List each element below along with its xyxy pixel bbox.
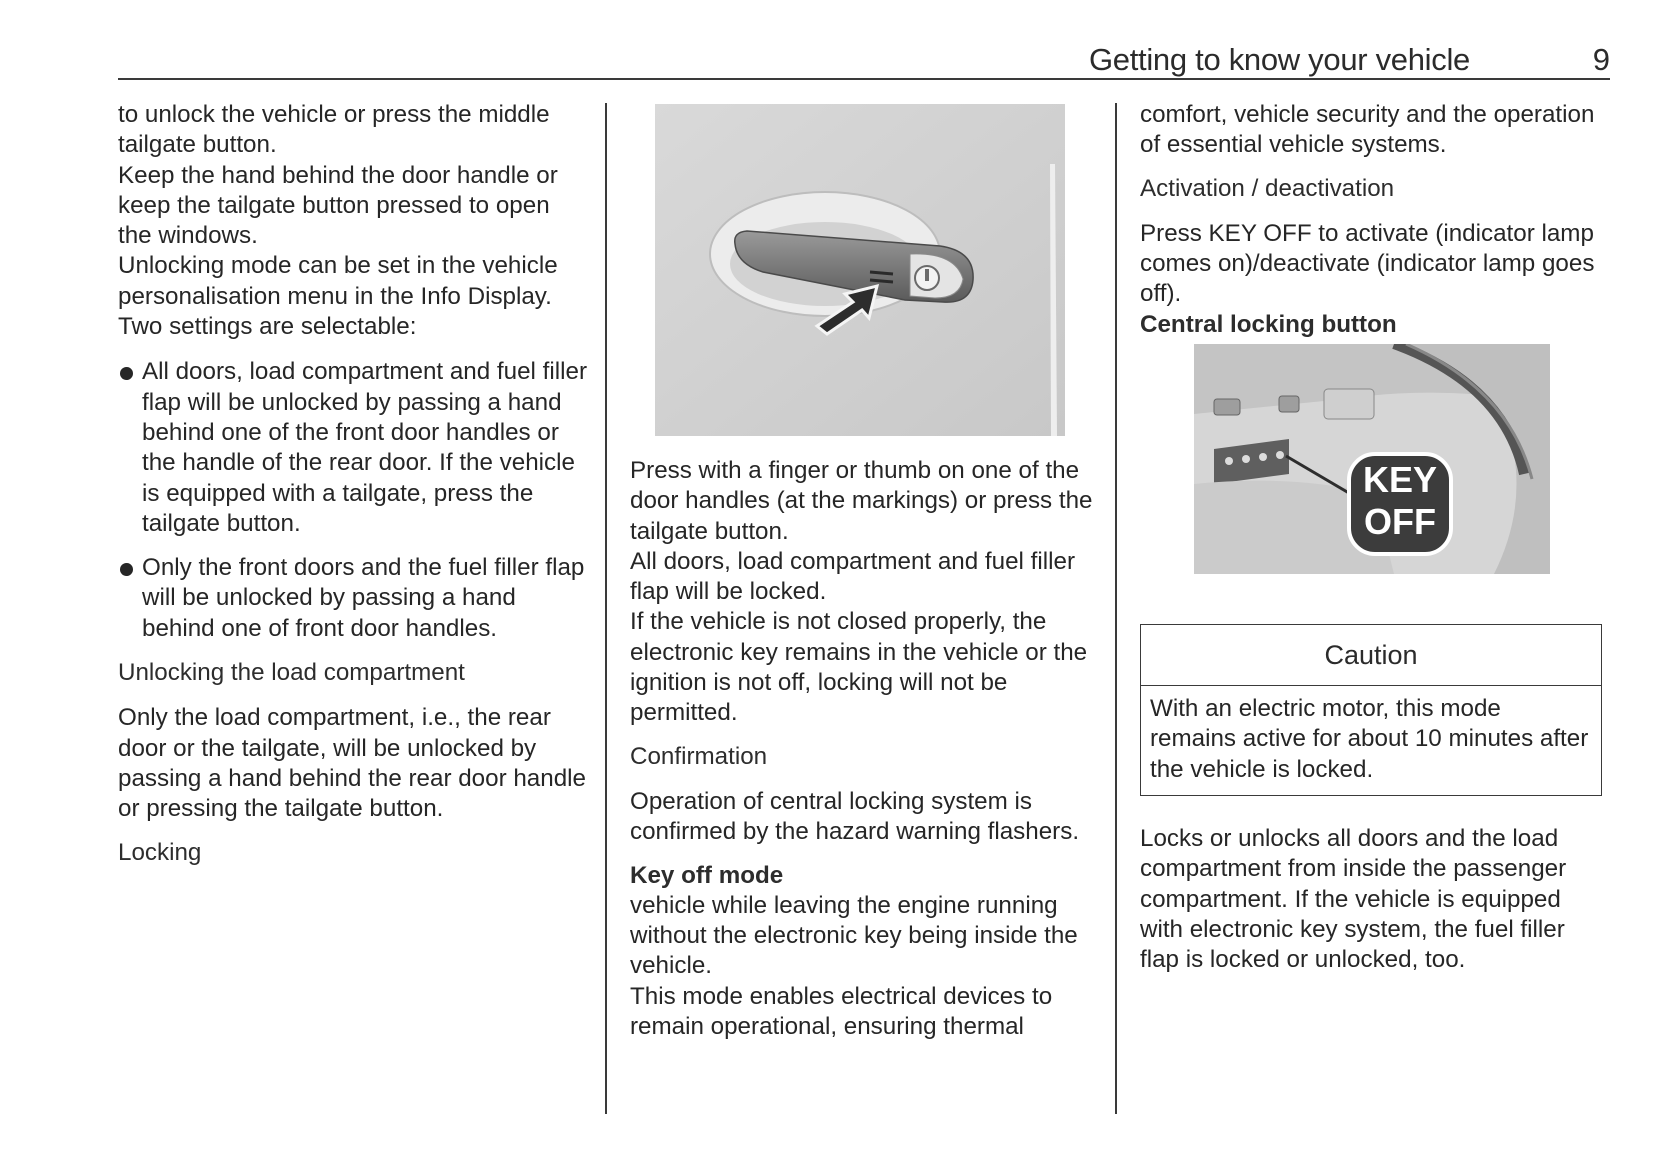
heading-central-locking-button: Central locking button bbox=[1140, 310, 1397, 338]
paragraph-keep-hand: Keep the hand behind the door handle or keep the tailgate button pressed to open the windows. bbox=[118, 161, 558, 250]
paragraph-unlocking-load-compartment: Only the load compartment, i.e., the rear door or the tailgate, will be unlocked by passing a hand behind the rear door handle or pressing the tailgate button. bbox=[118, 704, 586, 823]
paragraph-press-handle: Press with a finger or thumb on one of the door handles (at the markings) or press the tailgate button. bbox=[630, 457, 1093, 545]
paragraph-key-off: vehicle while leaving the engine running without the electronic key being inside the vehicle. bbox=[630, 891, 1078, 980]
list-item-text: All doors, load compartment and fuel filler flap will be unlocked by passing a hand behind one of the front door handles or the handle of the rear door. If the vehicle is equipped with a tailgate, press the tailgate button. bbox=[142, 358, 588, 537]
list-item bbox=[118, 357, 588, 539]
heading-unlocking-load-compartment: Unlocking the load compartment bbox=[118, 659, 465, 687]
paragraph-not-closed: If the vehicle is not closed properly, the electronic key remains in the vehicle or the ignition is not off, locking will not be permitted. bbox=[630, 608, 1088, 727]
list-item-text: Only the front doors and the fuel filler flap will be unlocked by passing a hand behind one of front door handles. bbox=[142, 554, 585, 642]
paragraph-mode-enables: This mode enables electrical devices to remain operational, ensuring thermal bbox=[630, 982, 1053, 1041]
heading-locking: Locking bbox=[118, 838, 202, 866]
paragraph-unlocking-mode: Unlocking mode can be set in the vehicle personalisation menu in the Info Display. Two settings are selectable: bbox=[118, 252, 558, 341]
caution-box bbox=[1140, 624, 1602, 796]
column-1 bbox=[118, 100, 588, 883]
bullet-icon bbox=[120, 367, 133, 380]
page-number: 9 bbox=[1592, 42, 1610, 77]
column-divider-1 bbox=[605, 103, 607, 1114]
paragraph-locks-unlocks: Locks or unlocks all doors and the load compartment from inside the passenger compartment. If the vehicle is equipped with electronic key system, the fuel filler flap is locked or unlocked, too. bbox=[1140, 824, 1567, 974]
caution-title: Caution bbox=[1141, 625, 1601, 686]
heading-key-off-mode: Key off mode bbox=[630, 861, 784, 889]
heading-confirmation: Confirmation bbox=[630, 742, 768, 770]
column-2 bbox=[630, 104, 1100, 1042]
paragraph-all-locked: All doors, load compartment and fuel filler flap will be locked. bbox=[630, 547, 1076, 606]
door-handle-illustration bbox=[655, 104, 1065, 436]
paragraph-unlock-continued: to unlock the vehicle or press the middle tailgate button. bbox=[118, 101, 550, 159]
key-off-badge-line1: KEY bbox=[1362, 459, 1438, 501]
caution-text: With an electric motor, this mode remains active for about 10 minutes after the vehicle is locked. bbox=[1150, 695, 1589, 783]
settings-list bbox=[118, 357, 588, 644]
heading-activation: Activation / deactivation bbox=[1140, 174, 1395, 202]
column-3 bbox=[1140, 100, 1602, 975]
paragraph-confirmation: Operation of central locking system is confirmed by the hazard warning flashers. bbox=[630, 787, 1080, 846]
key-off-badge-line2: OFF bbox=[1364, 501, 1436, 543]
running-header-title: Getting to know your vehicle bbox=[1088, 42, 1470, 77]
column-divider-2 bbox=[1115, 103, 1117, 1114]
paragraph-activation: Press KEY OFF to activate (indicator lamp comes on)/deactivate (indicator lamp goes off). bbox=[1140, 219, 1595, 308]
paragraph-comfort: comfort, vehicle security and the operation of essential vehicle systems. bbox=[1140, 101, 1595, 159]
header-rule bbox=[118, 78, 1610, 80]
bullet-icon bbox=[120, 563, 133, 576]
central-locking-button-illustration bbox=[1194, 344, 1550, 574]
list-item bbox=[118, 553, 588, 644]
